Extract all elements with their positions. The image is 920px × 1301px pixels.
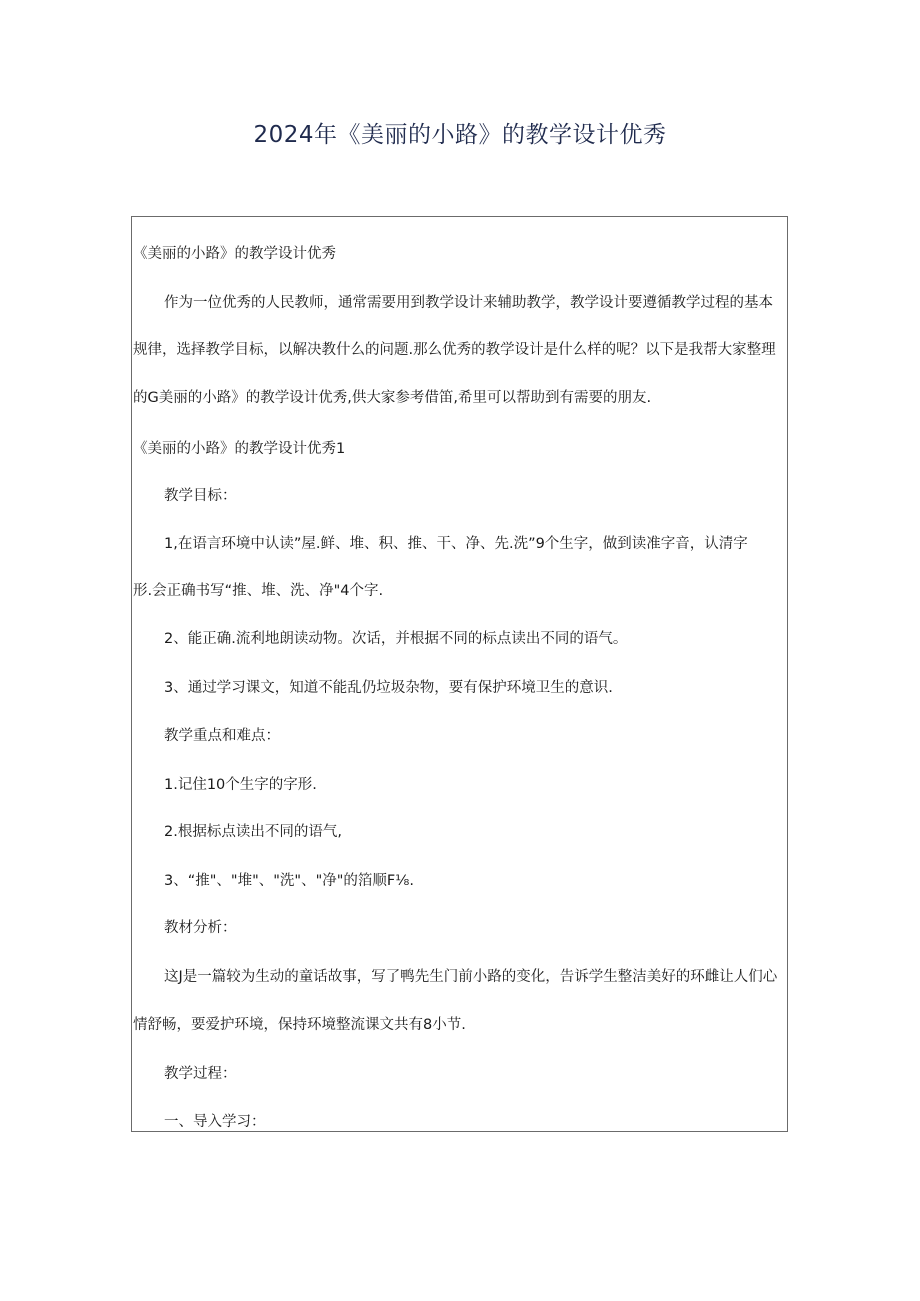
list-item-continued: 形.会正确书写“推、堆、洗、净"4个字. — [133, 583, 384, 599]
section-label: 教学目标： — [164, 488, 237, 504]
paragraph-line: 作为一位优秀的人民教师，通常需要用到教学设计来辅助教学，教学设计要遵循教学过程的基本 — [164, 295, 773, 311]
page-title: 2024年《美丽的小路》的教学设计优秀 — [253, 122, 667, 148]
paragraph-line: 情舒畅，要爱护环境，保持环境整流课文共有8小节. — [133, 1017, 466, 1033]
paragraph-line: 规律，选择教学目标，以解决教什么的问题.那么优秀的教学设计是什么样的呢？以下是我帮大家整理 — [133, 342, 776, 358]
section-label: 教材分析： — [164, 920, 237, 936]
paragraph-line: 这J是一篇较为生动的童话故事，写了鸭先生门前小路的变化，告诉学生整洁美好的环雌让人们心 — [164, 969, 778, 985]
list-item: 3、“推"、"堆"、"洗"、"净"的箔顺F⅛. — [164, 873, 414, 889]
doc-subtitle: 《美丽的小路》的教学设计优秀 — [133, 246, 336, 262]
list-item: 1.记住10个生字的字形. — [164, 777, 317, 793]
section-label: 一、导入学习： — [164, 1114, 266, 1130]
section-heading: 《美丽的小路》的教学设计优秀1 — [133, 441, 346, 457]
list-item: 2、能正确.流利地朗读动物。次话，并根据不同的标点读出不同的语气。 — [164, 631, 628, 647]
section-label: 教学过程： — [164, 1066, 237, 1082]
section-label: 教学重点和难点： — [164, 728, 280, 744]
document-body — [131, 216, 788, 1132]
paragraph-line: 的G美丽的小路》的教学设计优秀,供大家参考借笛,希里可以帮助到有需要的朋友. — [133, 390, 652, 406]
list-item: 3、通过学习课文，知道不能乱仍垃圾杂物，要有保护环境卫生的意识. — [164, 680, 613, 696]
list-item: 2.根据标点读出不同的语气, — [164, 824, 342, 840]
list-item: 1,在语言环境中认读”屋.鲜、堆、积、推、干、净、先.洗”9个生字，做到读准字音，认清字 — [164, 536, 748, 552]
